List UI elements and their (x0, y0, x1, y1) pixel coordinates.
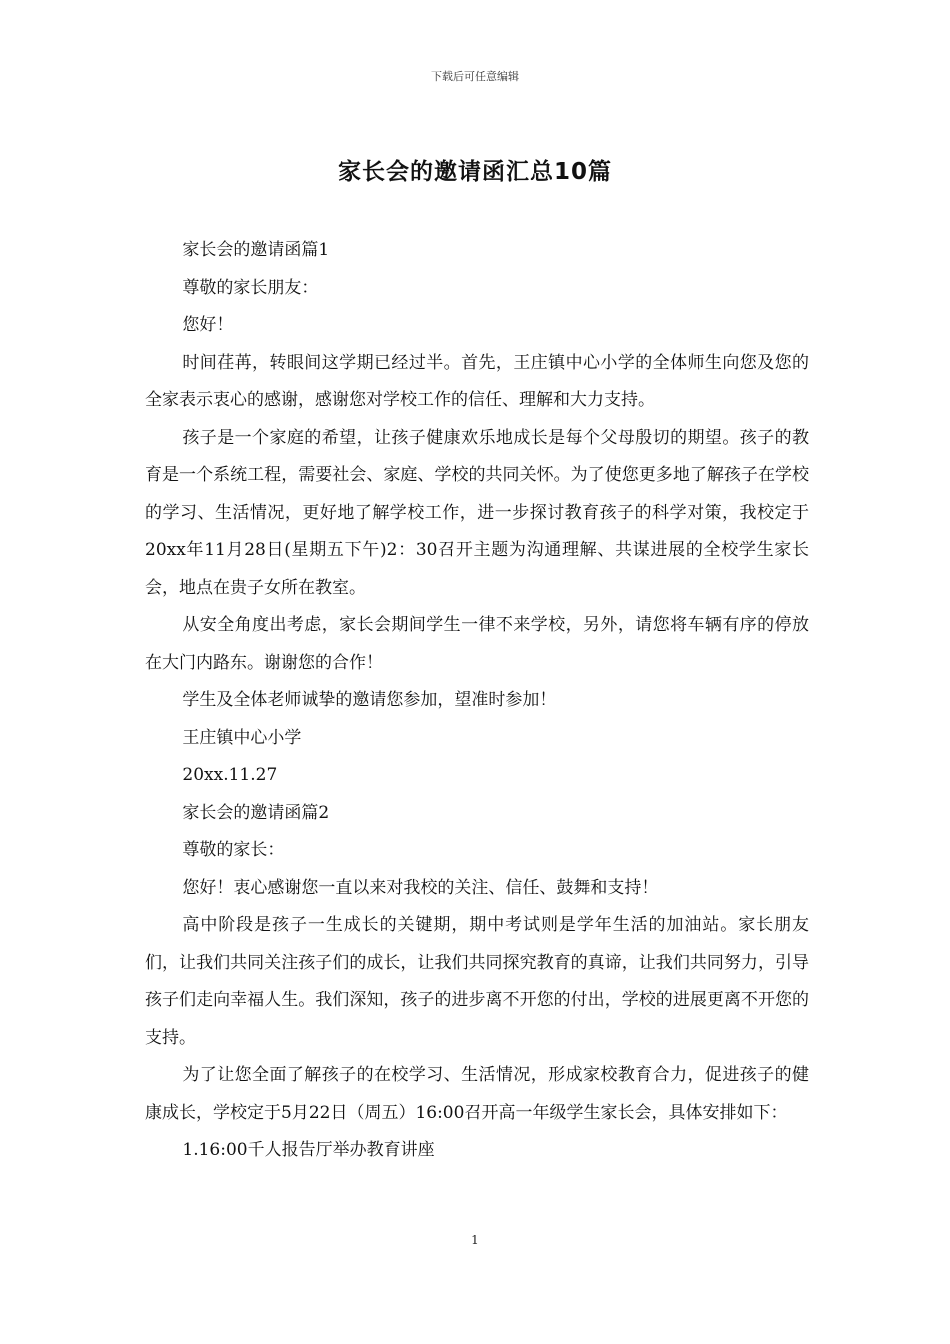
header-note: 下载后可任意编辑 (431, 70, 519, 83)
paragraph: 学生及全体老师诚挚的邀请您参加，望准时参加！ (182, 690, 557, 710)
signature-school: 王庄镇中心小学 (182, 727, 302, 748)
paragraph: 高中阶段是孩子一生成长的关键期，期中考试则是学年生活的加油站。家长朋友们，让我们共同关注孩子们的成长，让我们共同探究教育的真谛，让我们共同努力，引导孩子们走向幸福人生。我们深知，孩子的进步离不开您的付出，学校的进展更离不开您的支持。 (145, 915, 809, 1048)
page-number: 1 (471, 1233, 479, 1247)
signature-date: 20xx.11.27 (182, 765, 278, 785)
document-body (145, 232, 809, 1170)
section-heading-1: 家长会的邀请函篇1 (182, 240, 330, 260)
page-title: 家长会的邀请函汇总10篇 (337, 159, 612, 185)
list-item: 1.16:00千人报告厅举办教育讲座 (182, 1140, 435, 1160)
paragraph: 为了让您全面了解孩子的在校学习、生活情况，形成家校教育合力，促进孩子的健康成长，学校定于5月22日（周五）16:00召开高一年级学生家长会，具体安排如下： (145, 1065, 809, 1123)
greeting-1: 您好！ (182, 315, 234, 335)
paragraph: 从安全角度出考虑，家长会期间学生一律不来学校，另外，请您将车辆有序的停放在大门内路东。谢谢您的合作！ (145, 615, 809, 673)
section-heading-2: 家长会的邀请函篇2 (182, 802, 330, 823)
paragraph: 孩子是一个家庭的希望，让孩子健康欢乐地成长是每个父母殷切的期望。孩子的教育是一个系统工程，需要社会、家庭、学校的共同关怀。为了使您更多地了解孩子在学校的学习、生活情况，更好地了解学校工作，进一步探讨教育孩子的科学对策，我校定于20xx年11月28日(星期五下午)2：30召开主题为沟通理解、共谋进展的全校学生家长会，地点在贵子女所在教室。 (145, 427, 809, 598)
salutation-2: 尊敬的家长： (182, 840, 285, 860)
salutation-1: 尊敬的家长朋友： (182, 277, 319, 298)
greeting-2: 您好！衷心感谢您一直以来对我校的关注、信任、鼓舞和支持！ (182, 877, 659, 898)
paragraph: 时间荏苒，转眼间这学期已经过半。首先，王庄镇中心小学的全体师生向您及您的全家表示衷心的感谢，感谢您对学校工作的信任、理解和大力支持。 (145, 352, 809, 410)
